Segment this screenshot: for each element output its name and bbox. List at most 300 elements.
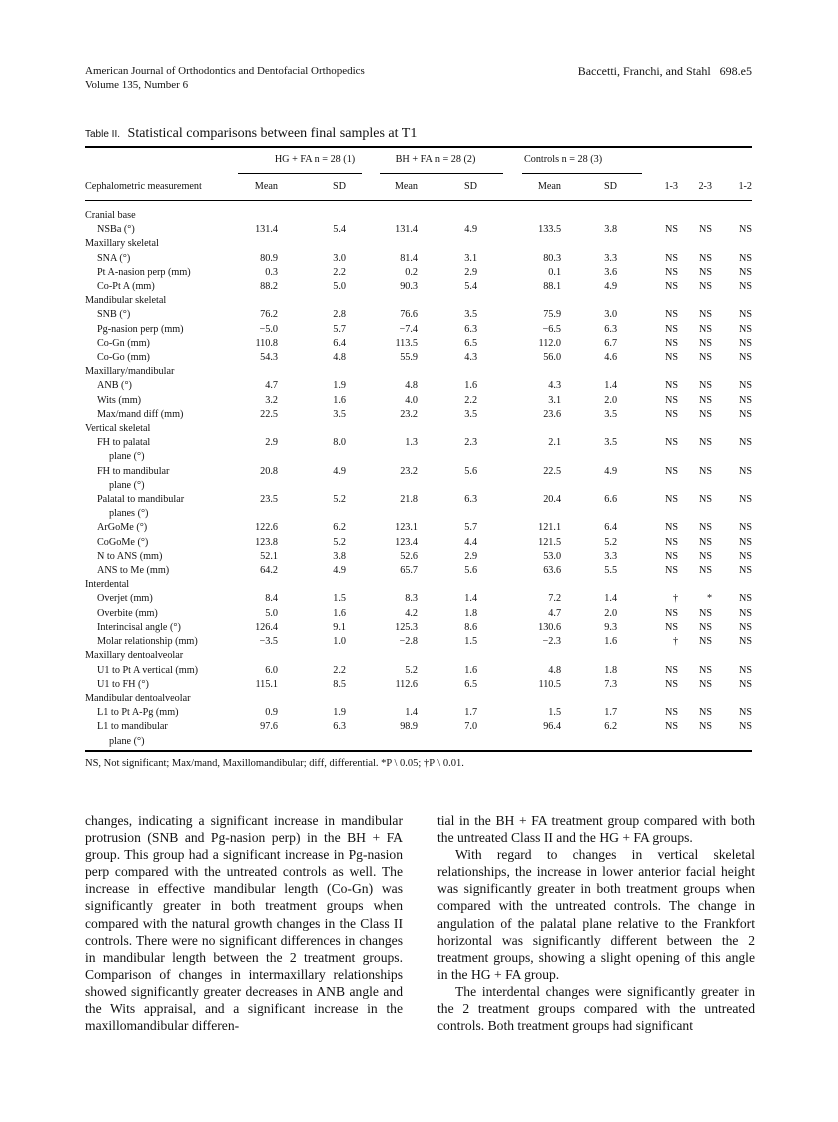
empty-cell <box>418 450 493 464</box>
significance-cell: NS <box>665 224 679 236</box>
table-row <box>85 465 752 479</box>
significance-cell: NS <box>739 678 753 690</box>
significance-cell: NS <box>699 607 713 619</box>
significance-cell: NS <box>699 565 713 577</box>
cell-value: 2.0 <box>604 394 618 406</box>
significance-cell: NS <box>665 678 679 690</box>
significance-cell: NS <box>699 352 713 364</box>
row-label: plane (°) <box>109 735 145 747</box>
significance-cell: NS <box>739 323 753 335</box>
cell-value: 123.8 <box>255 536 278 548</box>
empty-cell <box>238 735 278 749</box>
cell-value: 88.2 <box>260 281 278 293</box>
cell-value: −6.5 <box>542 323 562 335</box>
cell-value: 2.1 <box>548 437 562 449</box>
cell-value: 4.8 <box>405 380 419 392</box>
table-row <box>85 351 752 365</box>
significance-cell: NS <box>699 309 713 321</box>
empty-cell <box>418 507 493 521</box>
empty-cell <box>678 507 712 521</box>
table-caption <box>85 126 417 142</box>
cell-value: 6.6 <box>604 494 618 506</box>
group-header: HG + FA n = 28 (1) <box>274 154 356 166</box>
empty-cell <box>362 450 418 464</box>
row-label: U1 to FH (°) <box>97 678 149 690</box>
cell-value: 4.0 <box>405 394 419 406</box>
cell-value: 4.6 <box>604 352 618 364</box>
body-paragraph: The interdental changes were significantly greater in the 2 treatment groups compared with the untreated controls. Both treatment groups had significant <box>437 983 755 1034</box>
significance-cell: NS <box>665 394 679 406</box>
cell-value: 126.4 <box>255 621 278 633</box>
cell-value: −2.3 <box>542 636 562 648</box>
cell-value: 4.4 <box>464 536 478 548</box>
table-row <box>85 266 752 280</box>
group-header: Controls n = 28 (3) <box>523 154 603 166</box>
table-label: Table II. <box>85 129 121 140</box>
significance-cell: NS <box>699 707 713 719</box>
cell-value: 6.4 <box>333 337 347 349</box>
significance-cell: NS <box>739 309 753 321</box>
significance-cell: NS <box>665 522 679 534</box>
journal-volume: Volume 135, Number 6 <box>85 79 189 91</box>
significance-cell: NS <box>699 636 713 648</box>
cell-value: 98.9 <box>400 721 419 733</box>
cell-value: 3.5 <box>333 408 347 420</box>
cell-value: 64.2 <box>260 565 278 577</box>
cell-value: 1.5 <box>333 593 347 605</box>
cell-value: −7.4 <box>399 323 419 335</box>
section-row <box>85 365 752 379</box>
cell-value: 4.8 <box>548 664 562 676</box>
cell-value: 5.0 <box>333 281 347 293</box>
cell-value: 6.7 <box>604 337 618 349</box>
column-header: Mean <box>394 180 419 192</box>
significance-cell: NS <box>665 408 679 420</box>
cell-value: −5.0 <box>259 323 278 335</box>
body-paragraph: tial in the BH + FA treatment group compared with both the untreated Class II and the HG + FA groups. <box>437 813 755 846</box>
empty-cell <box>678 450 712 464</box>
section-heading: Cranial base <box>85 210 136 221</box>
empty-cell <box>362 735 418 749</box>
cell-value: 4.9 <box>333 465 347 477</box>
cell-value: 6.2 <box>604 721 618 733</box>
cell-value: 125.3 <box>395 621 419 633</box>
cell-value: 8.4 <box>265 593 278 605</box>
cell-value: 22.5 <box>260 408 278 420</box>
cell-value: 23.2 <box>400 408 419 420</box>
author-names: Baccetti, Franchi, and Stahl <box>577 64 711 78</box>
cell-value: 1.4 <box>464 593 478 605</box>
cell-value: 1.8 <box>604 664 618 676</box>
cell-value: 97.6 <box>260 721 278 733</box>
significance-cell: NS <box>665 465 679 477</box>
significance-cell: NS <box>699 536 713 548</box>
cell-value: 8.3 <box>405 593 419 605</box>
row-label: plane (°) <box>109 451 145 463</box>
empty-cell <box>561 450 633 464</box>
significance-cell: NS <box>665 565 679 577</box>
significance-cell: NS <box>665 607 679 619</box>
cell-value: 1.4 <box>604 380 618 392</box>
row-label: Palatal to mandibular <box>97 494 185 506</box>
cell-value: 8.6 <box>464 621 478 633</box>
significance-cell: NS <box>699 678 713 690</box>
row-label: Max/mand diff (mm) <box>97 408 184 420</box>
cell-value: 54.3 <box>260 352 278 364</box>
cell-value: 5.2 <box>604 536 618 548</box>
table-row <box>85 607 752 621</box>
cell-value: 2.9 <box>464 550 478 562</box>
section-heading: Maxillary dentoalveolar <box>85 650 184 662</box>
column-header: 1-3 <box>664 180 679 192</box>
cell-value: 9.3 <box>604 621 618 633</box>
statistics-table <box>85 147 752 749</box>
cell-value: 1.6 <box>464 380 478 392</box>
column-header: Mean <box>537 180 562 192</box>
significance-cell: NS <box>739 352 753 364</box>
cell-value: 2.3 <box>464 437 478 449</box>
significance-cell: NS <box>699 266 713 278</box>
row-label: Interincisal angle (°) <box>97 621 181 633</box>
cell-value: 0.3 <box>265 266 278 278</box>
table-row <box>85 394 752 408</box>
significance-cell: NS <box>665 437 679 449</box>
cell-value: 56.0 <box>543 352 562 364</box>
significance-cell: NS <box>665 621 679 633</box>
cell-value: 80.9 <box>260 252 278 264</box>
significance-cell: NS <box>699 337 713 349</box>
section-heading: Interdental <box>85 579 130 591</box>
significance-cell: * <box>706 593 713 605</box>
row-label: FH to mandibular <box>97 465 170 477</box>
cell-value: 20.4 <box>543 494 562 506</box>
cell-value: 22.5 <box>543 465 562 477</box>
section-row <box>85 578 752 592</box>
cell-value: 81.4 <box>400 252 419 264</box>
cell-value: 6.5 <box>464 337 478 349</box>
body-paragraph: With regard to changes in vertical skeletal relationships, the increase in lower anterior facial height was significantly greater in both treatment groups when compared with the untreated controls. The change in angulation of the palatal plane relative to the Frankfort horizontal was significantly different between the 2 treatment groups, showing a slight opening of this angle in the HG + FA group. <box>437 847 755 982</box>
significance-cell: NS <box>699 281 713 293</box>
cell-value: −2.8 <box>399 636 419 648</box>
section-row <box>85 649 752 663</box>
cell-value: 4.3 <box>464 352 478 364</box>
cell-value: 1.6 <box>604 636 618 648</box>
row-label: Co-Pt A (mm) <box>97 281 155 293</box>
table-row <box>85 592 752 606</box>
significance-cell: NS <box>739 494 753 506</box>
significance-cell: NS <box>699 550 713 562</box>
cell-value: 1.5 <box>548 707 562 719</box>
significance-cell: NS <box>665 721 679 733</box>
cell-value: 131.4 <box>255 224 278 236</box>
table-row <box>85 706 752 720</box>
row-label: CoGoMe (°) <box>97 536 149 548</box>
empty-cell <box>633 479 678 493</box>
cell-value: 3.1 <box>464 252 478 264</box>
cell-value: 4.8 <box>333 352 347 364</box>
cell-value: 76.2 <box>260 309 278 321</box>
row-label: Pt A-nasion perp (mm) <box>97 266 191 278</box>
cell-value: 5.5 <box>604 565 618 577</box>
significance-cell: NS <box>665 352 679 364</box>
significance-cell: NS <box>739 707 753 719</box>
row-label: Co-Go (mm) <box>97 352 150 364</box>
empty-cell <box>561 735 633 749</box>
empty-cell <box>278 507 362 521</box>
empty-cell <box>418 735 493 749</box>
table-title: Statistical comparisons between final samples at T1 <box>127 126 418 141</box>
cell-value: 1.4 <box>604 593 618 605</box>
row-label: Co-Gn (mm) <box>97 337 150 349</box>
cell-value: 9.1 <box>333 621 347 633</box>
cell-value: 23.2 <box>400 465 419 477</box>
section-heading: Vertical skeletal <box>85 423 151 435</box>
row-label: plane (°) <box>109 479 145 491</box>
cell-value: 53.0 <box>543 550 562 562</box>
empty-cell <box>633 507 678 521</box>
running-header-right <box>578 64 752 78</box>
row-label: SNB (°) <box>97 309 131 321</box>
cell-value: 2.2 <box>464 394 478 406</box>
cell-value: 2.9 <box>265 437 278 449</box>
cell-value: 112.0 <box>538 337 562 349</box>
significance-cell: NS <box>699 664 713 676</box>
cell-value: 1.7 <box>464 707 478 719</box>
cell-value: 2.2 <box>333 266 347 278</box>
significance-cell: NS <box>739 252 753 264</box>
cell-value: 1.3 <box>405 437 419 449</box>
table-row <box>85 337 752 351</box>
significance-cell: NS <box>739 281 753 293</box>
table-footnote: NS, Not significant; Max/mand, Maxillomandibular; diff, differential. *P \ 0.05; †P \ 0.01. <box>85 758 464 769</box>
cell-value: 5.0 <box>265 607 278 619</box>
cell-value: 0.1 <box>548 266 562 278</box>
table-row <box>85 521 752 535</box>
empty-cell <box>712 450 752 464</box>
cell-value: 6.2 <box>333 522 347 534</box>
significance-cell: NS <box>699 394 713 406</box>
cell-value: 7.3 <box>604 678 618 690</box>
cell-value: 110.5 <box>538 678 562 690</box>
empty-cell <box>238 450 278 464</box>
column-header: Mean <box>254 180 278 192</box>
significance-cell: NS <box>665 707 679 719</box>
table-row <box>85 536 752 550</box>
empty-cell <box>712 479 752 493</box>
cell-value: 1.4 <box>405 707 419 719</box>
significance-cell: NS <box>665 309 679 321</box>
table-row <box>85 223 752 237</box>
cell-value: 4.7 <box>548 607 562 619</box>
cell-value: 88.1 <box>543 281 562 293</box>
cell-value: 3.5 <box>604 437 618 449</box>
table-row <box>85 252 752 266</box>
cell-value: 3.0 <box>333 252 347 264</box>
cell-value: 7.2 <box>548 593 562 605</box>
significance-cell: NS <box>665 252 679 264</box>
cell-value: 1.6 <box>333 607 347 619</box>
significance-cell: NS <box>699 380 713 392</box>
cell-value: 3.1 <box>548 394 562 406</box>
table-row-continuation <box>85 735 752 749</box>
cell-value: 1.5 <box>464 636 478 648</box>
cell-value: 115.1 <box>255 678 278 690</box>
cell-value: 4.9 <box>604 281 618 293</box>
cell-value: 4.9 <box>604 465 618 477</box>
cell-value: 65.7 <box>400 565 419 577</box>
significance-cell: NS <box>665 550 679 562</box>
significance-cell: NS <box>739 337 753 349</box>
cell-value: 3.5 <box>464 408 478 420</box>
cell-value: 1.6 <box>333 394 347 406</box>
empty-cell <box>493 450 561 464</box>
cell-value: 133.5 <box>538 224 562 236</box>
empty-cell <box>362 479 418 493</box>
cell-value: 1.6 <box>464 664 478 676</box>
significance-cell: NS <box>699 494 713 506</box>
significance-cell: NS <box>699 437 713 449</box>
cell-value: 2.0 <box>604 607 618 619</box>
cell-value: 6.5 <box>464 678 478 690</box>
section-row <box>85 200 752 223</box>
page-number: 698.e5 <box>719 64 752 78</box>
section-row <box>85 294 752 308</box>
significance-cell: NS <box>665 323 679 335</box>
significance-cell: NS <box>739 550 753 562</box>
empty-cell <box>278 450 362 464</box>
cell-value: 123.4 <box>395 536 419 548</box>
cell-value: 5.2 <box>333 536 347 548</box>
cell-value: 7.0 <box>464 721 478 733</box>
row-label: N to ANS (mm) <box>97 550 163 562</box>
cell-value: 1.7 <box>604 707 618 719</box>
significance-cell: NS <box>699 252 713 264</box>
cell-value: 5.2 <box>405 664 419 676</box>
cell-value: 6.3 <box>604 323 618 335</box>
cell-value: 0.2 <box>405 266 419 278</box>
cell-value: 121.1 <box>538 522 562 534</box>
row-label: planes (°) <box>109 508 149 520</box>
row-label: SNA (°) <box>97 252 131 264</box>
section-heading: Mandibular dentoalveolar <box>85 692 191 704</box>
empty-cell <box>678 735 712 749</box>
cell-value: 6.4 <box>604 522 618 534</box>
cell-value: 1.8 <box>464 607 478 619</box>
cell-value: 4.9 <box>333 565 347 577</box>
cell-value: 55.9 <box>400 352 419 364</box>
cell-value: 8.5 <box>333 678 347 690</box>
empty-cell <box>678 479 712 493</box>
significance-cell: NS <box>739 621 753 633</box>
cell-value: 1.0 <box>333 636 347 648</box>
cell-value: 4.3 <box>548 380 562 392</box>
table-row <box>85 564 752 578</box>
cell-value: 21.8 <box>400 494 419 506</box>
cell-value: 123.1 <box>395 522 419 534</box>
column-header: 1-2 <box>738 180 753 192</box>
cell-value: 3.6 <box>604 266 618 278</box>
body-paragraph: changes, indicating a significant increase in mandibular protrusion (SNB and Pg-nasion perp) in the BH + FA group. This group had a significant increase in Pg-nasion perp compared with the untreated controls as well. The increase in effective mandibular length (Co-Gn) was significantly greater in both treatment groups when compared with the natural growth changes in the Class II controls. There were no significant differences in changes in mandibular length between the 2 treatment groups. Comparison of changes in intermaxillary relationships showed significantly greater decreases in ANB angle and the Wits appraisal, and a significant increase in the maxillomandibular differen- <box>85 813 403 1034</box>
table-row <box>85 635 752 649</box>
cell-value: 1.9 <box>333 380 347 392</box>
table-body <box>85 200 752 749</box>
significance-cell: NS <box>665 266 679 278</box>
cell-value: 3.0 <box>604 309 618 321</box>
cell-value: 3.3 <box>604 252 618 264</box>
row-label: Overjet (mm) <box>97 593 153 605</box>
group-header: BH + FA n = 28 (2) <box>395 154 476 166</box>
row-label: Molar relationship (mm) <box>97 636 198 648</box>
empty-cell <box>238 507 278 521</box>
cell-value: 52.6 <box>400 550 419 562</box>
empty-cell <box>493 507 561 521</box>
empty-cell <box>418 479 493 493</box>
cell-value: 5.6 <box>464 465 478 477</box>
cell-value: 6.3 <box>464 323 478 335</box>
empty-cell <box>633 450 678 464</box>
table-row <box>85 280 752 294</box>
significance-cell: NS <box>665 281 679 293</box>
significance-cell: NS <box>699 621 713 633</box>
section-heading: Maxillary/mandibular <box>85 366 175 378</box>
empty-cell <box>561 507 633 521</box>
significance-cell: NS <box>739 224 753 236</box>
table-row <box>85 308 752 322</box>
cell-value: 113.5 <box>395 337 419 349</box>
significance-cell: NS <box>739 593 753 605</box>
cell-value: 110.8 <box>255 337 278 349</box>
cell-value: 6.3 <box>464 494 478 506</box>
row-label: U1 to Pt A vertical (mm) <box>97 664 199 676</box>
cell-value: 130.6 <box>538 621 562 633</box>
column-header: SD <box>332 180 347 192</box>
table-row <box>85 408 752 422</box>
row-label: Wits (mm) <box>97 394 142 406</box>
row-label: Overbite (mm) <box>97 607 158 619</box>
row-label: NSBa (°) <box>97 224 135 236</box>
empty-cell <box>362 507 418 521</box>
cell-value: 121.5 <box>538 536 562 548</box>
empty-cell <box>712 735 752 749</box>
section-row <box>85 422 752 436</box>
significance-cell: NS <box>739 380 753 392</box>
cell-value: 4.9 <box>464 224 478 236</box>
row-label: Pg-nasion perp (mm) <box>97 323 184 335</box>
cell-value: 0.9 <box>265 707 278 719</box>
empty-cell <box>493 735 561 749</box>
table-row <box>85 493 752 507</box>
table-row <box>85 323 752 337</box>
significance-cell: NS <box>739 664 753 676</box>
cell-value: 3.2 <box>265 394 278 406</box>
cell-value: 6.3 <box>333 721 347 733</box>
empty-cell <box>278 479 362 493</box>
cell-value: 5.4 <box>464 281 478 293</box>
empty-cell <box>712 507 752 521</box>
significance-cell: NS <box>739 394 753 406</box>
cell-value: 23.5 <box>260 494 278 506</box>
significance-cell: NS <box>739 607 753 619</box>
empty-cell <box>238 479 278 493</box>
cell-value: 131.4 <box>395 224 419 236</box>
empty-cell <box>493 479 561 493</box>
column-header: 2-3 <box>698 180 713 192</box>
row-label: ANS to Me (mm) <box>97 565 170 577</box>
row-label: FH to palatal <box>97 437 151 449</box>
cell-value: 2.9 <box>464 266 478 278</box>
significance-cell: † <box>672 593 679 605</box>
cell-value: 8.0 <box>333 437 347 449</box>
